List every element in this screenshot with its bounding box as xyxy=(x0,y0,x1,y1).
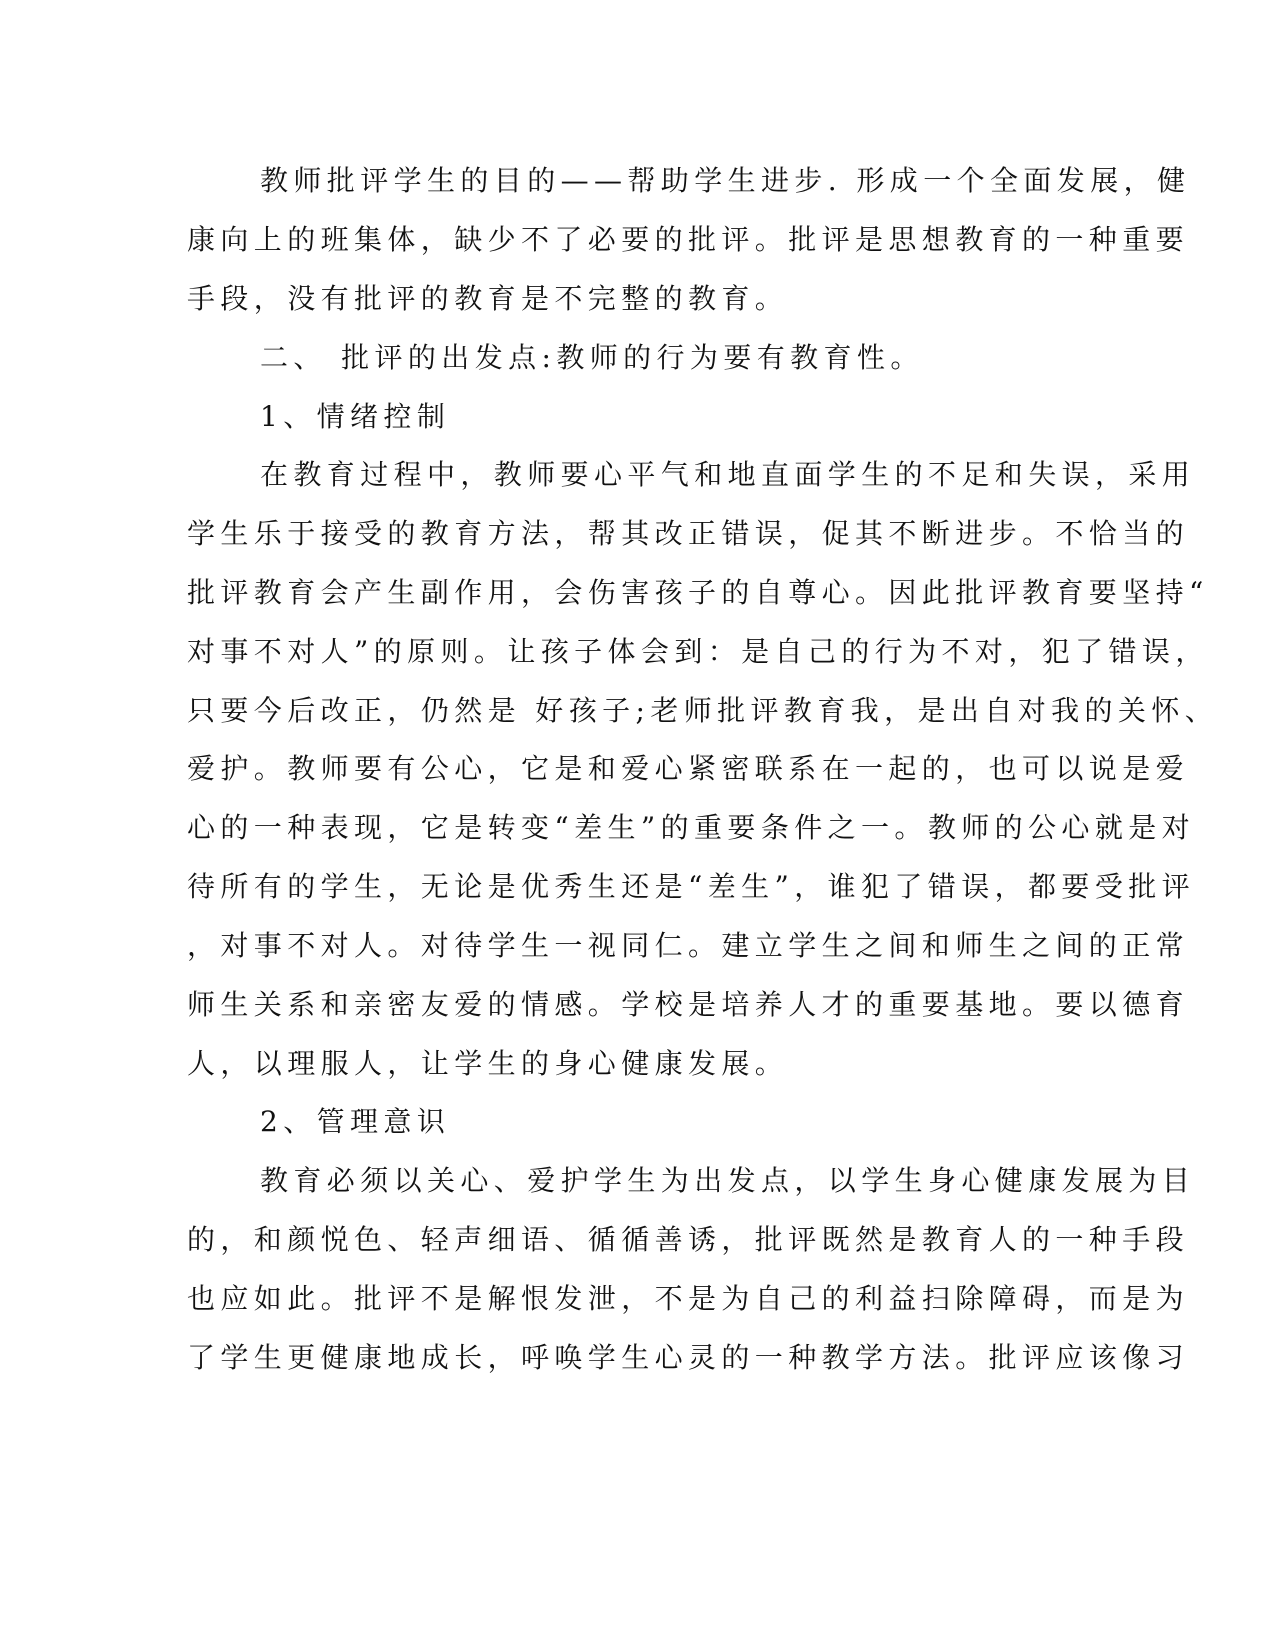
paragraph-2-line-10: 师生关系和亲密友爱的情感。学校是培养人才的重要基地。要以德育 xyxy=(187,988,1190,1021)
paragraph-2-line-2: 学生乐于接受的教育方法，帮其改正错误，促其不断进步。不恰当的 xyxy=(187,517,1190,550)
paragraph-2-line-7: 心的一种表现，它是转变“差生”的重要条件之一。教师的公心就是对 xyxy=(187,811,1196,844)
paragraph-1-line-1: 教师批评学生的目的——帮助学生进步. 形成一个全面发展，健 xyxy=(260,164,1191,197)
paragraph-2-line-4: 对事不对人”的原则。让孩子体会到：是自己的行为不对，犯了错误， xyxy=(187,635,1209,668)
paragraph-2-line-3: 批评教育会产生副作用，会伤害孩子的自尊心。因此批评教育要坚持“ xyxy=(187,576,1209,609)
paragraph-2-line-6: 爱护。教师要有公心，它是和爱心紧密联系在一起的，也可以说是爱 xyxy=(187,752,1190,785)
paragraph-2-line-1: 在教育过程中，教师要心平气和地直面学生的不足和失误，采用 xyxy=(260,458,1196,491)
section-heading-2: 二、 批评的出发点:教师的行为要有教育性。 xyxy=(260,341,924,374)
paragraph-2-line-9: ，对事不对人。对待学生一视同仁。建立学生之间和师生之间的正常 xyxy=(187,929,1190,962)
paragraph-3-line-2: 的，和颜悦色、轻声细语、循循善诱，批评既然是教育人的一种手段 xyxy=(187,1223,1190,1256)
paragraph-1-line-2: 康向上的班集体，缺少不了必要的批评。批评是思想教育的一种重要 xyxy=(187,223,1190,256)
paragraph-3-line-3: 也应如此。批评不是解恨发泄，不是为自己的利益扫除障碍，而是为 xyxy=(187,1282,1190,1315)
paragraph-2-line-8: 待所有的学生，无论是优秀生还是“差生”，谁犯了错误，都要受批评 xyxy=(187,870,1196,903)
paragraph-3-line-1: 教育必须以关心、爱护学生为出发点，以学生身心健康发展为目 xyxy=(260,1164,1196,1197)
subheading-emotion-control: 1、情绪控制 xyxy=(260,400,451,433)
paragraph-2-line-11: 人，以理服人，让学生的身心健康发展。 xyxy=(187,1047,789,1080)
paragraph-2-line-5: 只要今后改正，仍然是 好孩子;老师批评教育我，是出自对我的关怀、 xyxy=(187,694,1219,727)
subheading-management-awareness: 2、管理意识 xyxy=(260,1105,451,1138)
paragraph-3-line-4: 了学生更健康地成长，呼唤学生心灵的一种教学方法。批评应该像习 xyxy=(187,1341,1190,1374)
paragraph-1-line-3: 手段，没有批评的教育是不完整的教育。 xyxy=(187,282,789,315)
